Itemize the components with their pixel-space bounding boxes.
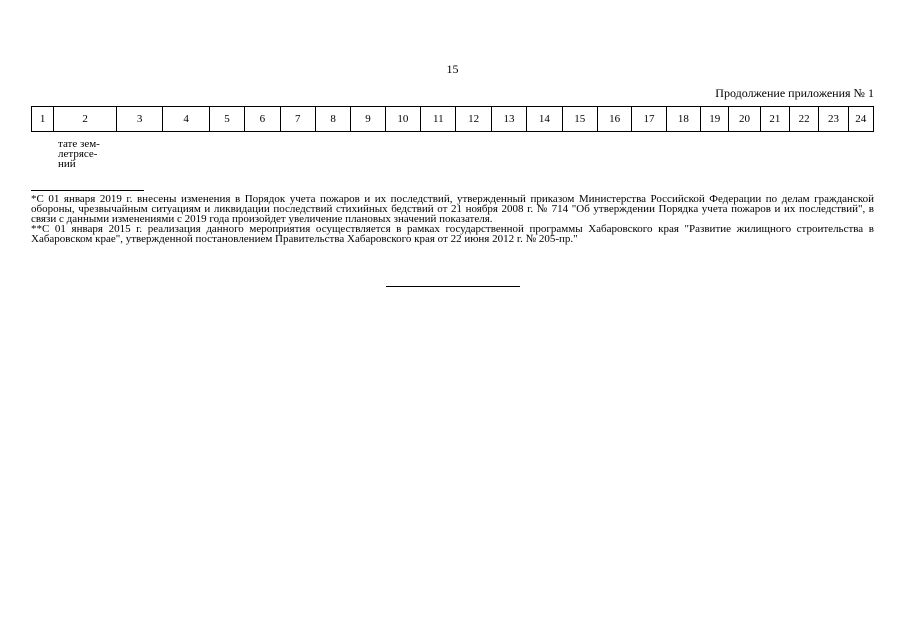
page-number: 15 [446,62,459,76]
column-number-cell: 13 [491,107,526,132]
column-number-cell: 14 [527,107,562,132]
end-of-section-rule [386,286,520,287]
column-number-cell: 9 [351,107,385,132]
column-number-cell: 23 [819,107,848,132]
column-number-cell: 4 [163,107,209,132]
column-2-text-fragment [58,139,100,169]
appendix-continuation-label: Продолжение приложения № 1 [715,86,874,100]
column-number-table [31,106,874,132]
fragment-line: тате зем- [58,138,100,150]
column-number-cell: 16 [597,107,631,132]
footnote-separator [31,190,144,191]
column-number-cell: 6 [245,107,280,132]
column-number-cell: 12 [456,107,491,132]
column-number-cell: 10 [385,107,420,132]
footnote-2: **С 01 января 2015 г. реализация данного мероприятия осуществляется в рамках государственной программы Хабаровского края "Развитие жилищного строительства в Хабаровском крае", утвержденной постановлением Правительства Хабаровского края от 22 июня 2012 г. № 205-пр." [31,223,874,245]
fragment-line: ний [58,158,76,170]
column-number-cell: 20 [729,107,760,132]
footnote-1: *С 01 января 2019 г. внесены изменения в Порядок учета пожаров и их последствий, утвержденный приказом Министерства Российской Федерации по делам гражданской обороны, чрезвычайным ситуациям и ликвидации последствий стихийных бедствий от 21 ноября 2008 г. № 714 "Об утверждении Порядка учета пожаров и их последствий", в связи с данными изменениями с 2019 года произойдет увеличение плановых значений показателя. [31,193,874,225]
column-number-cell: 1 [32,107,54,132]
column-number-cell: 22 [789,107,818,132]
column-number-cell: 18 [666,107,700,132]
column-number-cell: 8 [315,107,350,132]
column-number-cell: 5 [209,107,244,132]
column-number-cell: 2 [54,107,117,132]
column-number-cell: 11 [421,107,456,132]
column-number-cell: 3 [116,107,162,132]
column-number-cell: 19 [701,107,729,132]
table-row [32,107,874,132]
column-number-cell: 21 [760,107,789,132]
footnotes [31,194,874,244]
fragment-line: летрясе- [58,148,98,160]
column-number-cell: 7 [280,107,315,132]
column-number-cell: 15 [562,107,597,132]
column-number-cell: 24 [848,107,873,132]
column-number-cell: 17 [632,107,666,132]
